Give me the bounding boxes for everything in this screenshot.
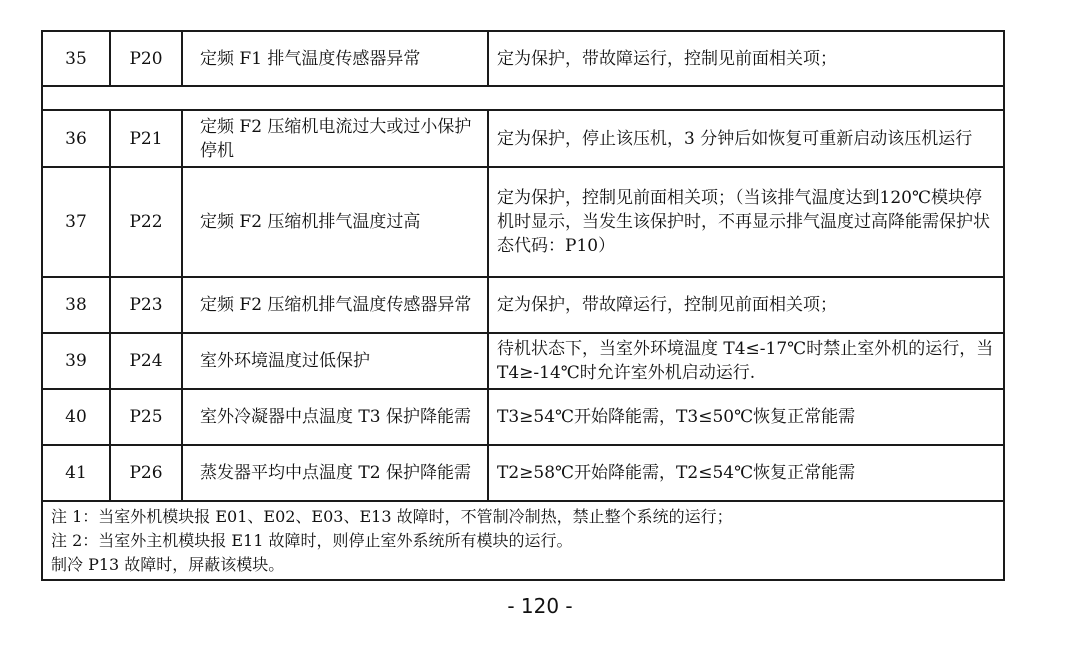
fault-code: P20 <box>110 31 182 86</box>
fault-description: 定频 F1 排气温度传感器异常 <box>182 31 488 86</box>
table-row <box>42 31 1004 86</box>
note-3: 制冷 P13 故障时，屏蔽该模块。 <box>51 555 285 574</box>
fault-description: 定频 F2 压缩机电流过大或过小保护停机 <box>182 110 488 167</box>
fault-description: 定频 F2 压缩机排气温度传感器异常 <box>182 277 488 333</box>
fault-action: 定为保护，停止该压机，3 分钟后如恢复可重新启动该压机运行 <box>488 110 1004 167</box>
fault-action: T2≥58℃开始降能需，T2≤54℃恢复正常能需 <box>488 445 1004 501</box>
page-number: - 120 - <box>507 594 573 618</box>
table-row <box>42 110 1004 167</box>
fault-code: P21 <box>110 110 182 167</box>
fault-description: 蒸发器平均中点温度 T2 保护降能需 <box>182 445 488 501</box>
table-row <box>42 445 1004 501</box>
row-number: 40 <box>42 389 110 445</box>
note-2: 注 2：当室外主机模块报 E11 故障时，则停止室外系统所有模块的运行。 <box>51 531 573 550</box>
table-row <box>42 333 1004 389</box>
fault-code: P26 <box>110 445 182 501</box>
row-number: 37 <box>42 167 110 277</box>
table-row <box>42 167 1004 277</box>
row-number: 41 <box>42 445 110 501</box>
fault-code: P22 <box>110 167 182 277</box>
table-row <box>42 389 1004 445</box>
fault-action: 定为保护，带故障运行，控制见前面相关项； <box>488 31 1004 86</box>
fault-action: 定为保护，带故障运行，控制见前面相关项； <box>488 277 1004 333</box>
fault-code: P24 <box>110 333 182 389</box>
fault-action: 待机状态下，当室外环境温度 T4≤-17℃时禁止室外机的运行，当 T4≥-14℃时允许室外机启动运行. <box>488 333 1004 389</box>
fault-code: P25 <box>110 389 182 445</box>
fault-code: P23 <box>110 277 182 333</box>
fault-action: 定为保护，控制见前面相关项；（当该排气温度达到120℃模块停机时显示，当发生该保护时，不再显示排气温度过高降能需保护状态代码：P10） <box>488 167 1004 277</box>
fault-description: 室外环境温度过低保护 <box>182 333 488 389</box>
spacer-cell <box>42 86 1004 110</box>
fault-action: T3≥54℃开始降能需，T3≤50℃恢复正常能需 <box>488 389 1004 445</box>
row-number: 38 <box>42 277 110 333</box>
table-row <box>42 277 1004 333</box>
fault-description: 室外冷凝器中点温度 T3 保护降能需 <box>182 389 488 445</box>
notes-row <box>42 501 1004 580</box>
fault-description: 定频 F2 压缩机排气温度过高 <box>182 167 488 277</box>
note-1: 注 1：当室外机模块报 E01、E02、E03、E13 故障时，不管制冷制热，禁止整个系统的运行； <box>51 507 733 526</box>
row-number: 39 <box>42 333 110 389</box>
notes-cell <box>42 501 1004 580</box>
fault-code-table <box>41 30 1005 581</box>
row-number: 35 <box>42 31 110 86</box>
row-number: 36 <box>42 110 110 167</box>
spacer-row <box>42 86 1004 110</box>
